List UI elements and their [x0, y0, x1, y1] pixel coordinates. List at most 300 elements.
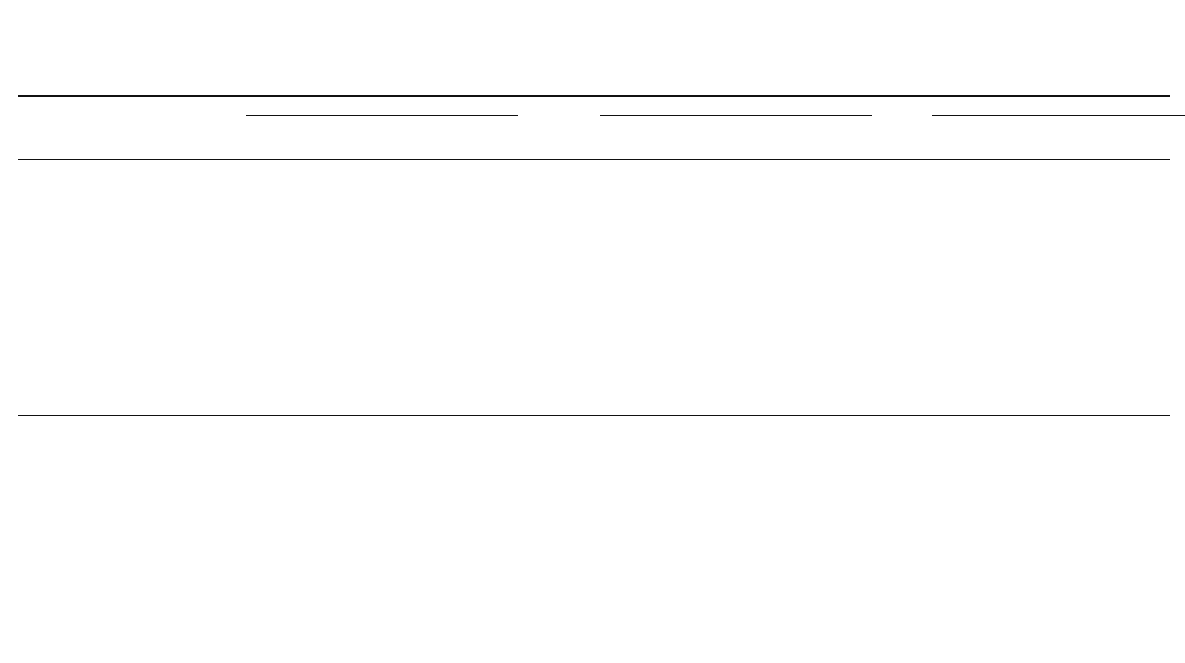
table-row	[18, 349, 1170, 369]
cell-spl	[726, 290, 798, 310]
method-name	[18, 270, 240, 290]
cell-pano	[314, 579, 384, 599]
cell-spl	[726, 211, 798, 231]
cell-rsr	[878, 171, 942, 191]
cell-depth	[384, 310, 456, 330]
group-r2r	[600, 107, 872, 116]
cell-depth	[384, 230, 456, 250]
row-pad	[1084, 349, 1170, 369]
cell-sr	[658, 191, 726, 211]
cell-sr	[658, 539, 726, 559]
cell-ne	[524, 421, 594, 441]
row-pad	[1084, 579, 1170, 599]
cell-ne	[524, 349, 594, 369]
col-rxr-ne	[798, 125, 878, 160]
cell-rne	[798, 579, 878, 599]
cell-ndtw	[1012, 369, 1084, 389]
cell-rne	[798, 171, 878, 191]
cell-srgb	[240, 440, 314, 460]
cell-sr	[658, 421, 726, 441]
table-row	[18, 270, 1170, 290]
cell-os	[594, 270, 658, 290]
cell-pano	[314, 389, 384, 409]
cell-ndtw	[1012, 559, 1084, 579]
method-name	[18, 250, 240, 270]
row-pad	[1084, 369, 1170, 389]
col-os	[594, 125, 658, 160]
cell-sr	[658, 619, 726, 639]
cell-odo	[456, 480, 524, 500]
method-name	[18, 440, 240, 460]
cell-odo	[456, 579, 524, 599]
cell-ne	[524, 270, 594, 290]
cell-odo	[456, 619, 524, 639]
col-ne	[524, 125, 594, 160]
table-row	[18, 250, 1170, 270]
cell-ne	[524, 559, 594, 579]
method-name	[18, 520, 240, 540]
cell-rspl	[942, 500, 1012, 520]
table-row	[18, 579, 1170, 599]
row-pad	[1084, 539, 1170, 559]
cell-depth	[384, 480, 456, 500]
method-name	[18, 460, 240, 480]
cell-rne	[798, 329, 878, 349]
group-rxr	[932, 107, 1185, 116]
cell-pano	[314, 599, 384, 619]
cell-spl	[726, 559, 798, 579]
cell-odo	[456, 250, 524, 270]
cell-rne	[798, 270, 878, 290]
cell-srgb	[240, 211, 314, 231]
cell-rne	[798, 310, 878, 330]
cell-spl	[726, 250, 798, 270]
table-row	[18, 500, 1170, 520]
cell-rsr	[878, 619, 942, 639]
cell-ne	[524, 290, 594, 310]
cell-ndtw	[1012, 290, 1084, 310]
cell-os	[594, 290, 658, 310]
cell-srgb	[240, 460, 314, 480]
cell-spl	[726, 460, 798, 480]
group-observation	[246, 107, 518, 116]
cell-pano	[314, 440, 384, 460]
cell-srgb	[240, 559, 314, 579]
cell-pano	[314, 270, 384, 290]
cell-depth	[384, 579, 456, 599]
cell-srgb	[240, 480, 314, 500]
cell-rspl	[942, 389, 1012, 409]
cell-rspl	[942, 619, 1012, 639]
cell-spl	[726, 520, 798, 540]
cell-rspl	[942, 290, 1012, 310]
cell-pano	[314, 211, 384, 231]
cell-ndtw	[1012, 480, 1084, 500]
cell-ndtw	[1012, 389, 1084, 409]
cell-odo	[456, 599, 524, 619]
cell-os	[594, 579, 658, 599]
cell-sr	[658, 310, 726, 330]
cell-rsr	[878, 369, 942, 389]
cell-rspl	[942, 310, 1012, 330]
cell-os	[594, 211, 658, 231]
cell-os	[594, 310, 658, 330]
cell-os	[594, 230, 658, 250]
cell-depth	[384, 349, 456, 369]
table-row	[18, 559, 1170, 579]
cell-odo	[456, 290, 524, 310]
cell-sr	[658, 480, 726, 500]
cell-spl	[726, 480, 798, 500]
header-group-row	[18, 97, 1170, 125]
results-table	[18, 95, 1170, 638]
cell-depth	[384, 599, 456, 619]
cell-ne	[524, 520, 594, 540]
row-pad	[1084, 191, 1170, 211]
col-pano	[314, 125, 384, 160]
method-name	[18, 191, 240, 211]
cell-rne	[798, 599, 878, 619]
cell-sr	[658, 579, 726, 599]
cell-odo	[456, 460, 524, 480]
row-pad	[1084, 389, 1170, 409]
cell-rsr	[878, 500, 942, 520]
col-rxr-spl	[942, 125, 1012, 160]
table-row	[18, 389, 1170, 409]
row-pad	[1084, 440, 1170, 460]
cell-rsr	[878, 599, 942, 619]
cell-rspl	[942, 211, 1012, 231]
row-pad	[1084, 460, 1170, 480]
cell-spl	[726, 349, 798, 369]
method-name	[18, 559, 240, 579]
cell-spl	[726, 579, 798, 599]
row-pad	[1084, 480, 1170, 500]
method-name	[18, 389, 240, 409]
cell-rspl	[942, 579, 1012, 599]
table-row	[18, 539, 1170, 559]
cell-sr	[658, 460, 726, 480]
cell-sr	[658, 520, 726, 540]
cell-rspl	[942, 191, 1012, 211]
table-row	[18, 290, 1170, 310]
cell-ndtw	[1012, 539, 1084, 559]
cell-odo	[456, 310, 524, 330]
cell-srgb	[240, 191, 314, 211]
cell-ne	[524, 440, 594, 460]
row-pad	[1084, 559, 1170, 579]
cell-depth	[384, 421, 456, 441]
method-name	[18, 480, 240, 500]
cell-pano	[314, 230, 384, 250]
cell-odo	[456, 191, 524, 211]
cell-pano	[314, 349, 384, 369]
cell-sr	[658, 500, 726, 520]
cell-rsr	[878, 389, 942, 409]
cell-pano	[314, 480, 384, 500]
cell-odo	[456, 539, 524, 559]
cell-depth	[384, 171, 456, 191]
method-name	[18, 290, 240, 310]
row-pad	[1084, 619, 1170, 639]
cell-os	[594, 440, 658, 460]
cell-srgb	[240, 421, 314, 441]
cell-odo	[456, 171, 524, 191]
cell-spl	[726, 310, 798, 330]
cell-ndtw	[1012, 500, 1084, 520]
cell-sr	[658, 559, 726, 579]
cell-rsr	[878, 520, 942, 540]
cell-rsr	[878, 230, 942, 250]
cell-spl	[726, 619, 798, 639]
cell-os	[594, 619, 658, 639]
cell-rsr	[878, 191, 942, 211]
cell-sr	[658, 369, 726, 389]
cell-sr	[658, 329, 726, 349]
cell-depth	[384, 619, 456, 639]
cell-sr	[658, 440, 726, 460]
cell-ndtw	[1012, 171, 1084, 191]
cell-odo	[456, 270, 524, 290]
method-name	[18, 171, 240, 191]
cell-sr	[658, 270, 726, 290]
table-row	[18, 480, 1170, 500]
row-pad	[1084, 310, 1170, 330]
cell-os	[594, 329, 658, 349]
table-row	[18, 329, 1170, 349]
cell-ndtw	[1012, 270, 1084, 290]
row-pad	[1084, 270, 1170, 290]
cell-odo	[456, 421, 524, 441]
row-pad	[1084, 171, 1170, 191]
method-name	[18, 599, 240, 619]
cell-rsr	[878, 440, 942, 460]
cell-spl	[726, 539, 798, 559]
cell-pano	[314, 171, 384, 191]
cell-rspl	[942, 250, 1012, 270]
cell-spl	[726, 389, 798, 409]
cell-srgb	[240, 250, 314, 270]
cell-ne	[524, 310, 594, 330]
cell-depth	[384, 290, 456, 310]
cell-depth	[384, 440, 456, 460]
col-srgb	[240, 125, 314, 160]
cell-srgb	[240, 389, 314, 409]
cell-srgb	[240, 310, 314, 330]
method-name	[18, 500, 240, 520]
cell-rne	[798, 191, 878, 211]
cell-odo	[456, 211, 524, 231]
cell-rsr	[878, 460, 942, 480]
cell-rne	[798, 539, 878, 559]
cell-rspl	[942, 369, 1012, 389]
cell-rne	[798, 460, 878, 480]
cell-odo	[456, 559, 524, 579]
row-pad	[1084, 421, 1170, 441]
cell-rspl	[942, 520, 1012, 540]
cell-rspl	[942, 539, 1012, 559]
method-name	[18, 211, 240, 231]
cell-rsr	[878, 290, 942, 310]
cell-spl	[726, 191, 798, 211]
cell-ne	[524, 211, 594, 231]
cell-pano	[314, 369, 384, 389]
cell-os	[594, 250, 658, 270]
table-row	[18, 440, 1170, 460]
cell-spl	[726, 270, 798, 290]
cell-rne	[798, 619, 878, 639]
cell-srgb	[240, 539, 314, 559]
row-pad	[1084, 500, 1170, 520]
cell-pano	[314, 250, 384, 270]
cell-rspl	[942, 440, 1012, 460]
cell-odo	[456, 349, 524, 369]
method-name	[18, 349, 240, 369]
cell-rsr	[878, 270, 942, 290]
cell-pano	[314, 539, 384, 559]
cell-sr	[658, 290, 726, 310]
cell-sr	[658, 211, 726, 231]
cell-rsr	[878, 579, 942, 599]
table-row	[18, 369, 1170, 389]
cell-ndtw	[1012, 619, 1084, 639]
row-pad	[1084, 211, 1170, 231]
cell-sr	[658, 389, 726, 409]
cell-rsr	[878, 310, 942, 330]
cell-pano	[314, 520, 384, 540]
table-row	[18, 230, 1170, 250]
cell-rsr	[878, 329, 942, 349]
cell-pano	[314, 500, 384, 520]
col-odo	[456, 125, 524, 160]
row-pad	[1084, 290, 1170, 310]
cell-spl	[726, 369, 798, 389]
cell-ne	[524, 539, 594, 559]
cell-ndtw	[1012, 349, 1084, 369]
cell-ne	[524, 369, 594, 389]
method-name	[18, 539, 240, 559]
cell-srgb	[240, 520, 314, 540]
method-name	[18, 619, 240, 639]
cell-ne	[524, 389, 594, 409]
cell-rsr	[878, 211, 942, 231]
cell-odo	[456, 520, 524, 540]
cell-pano	[314, 191, 384, 211]
cell-srgb	[240, 329, 314, 349]
cell-rne	[798, 250, 878, 270]
method-name	[18, 329, 240, 349]
cell-spl	[726, 230, 798, 250]
col-rxr-sr	[878, 125, 942, 160]
method-name	[18, 369, 240, 389]
cell-spl	[726, 440, 798, 460]
method-name	[18, 421, 240, 441]
method-name	[18, 310, 240, 330]
cell-rspl	[942, 480, 1012, 500]
cell-sr	[658, 599, 726, 619]
cell-os	[594, 539, 658, 559]
cell-depth	[384, 329, 456, 349]
cell-os	[594, 599, 658, 619]
cell-depth	[384, 500, 456, 520]
cell-rsr	[878, 539, 942, 559]
cell-rspl	[942, 171, 1012, 191]
cell-rsr	[878, 349, 942, 369]
cell-spl	[726, 500, 798, 520]
cell-rne	[798, 290, 878, 310]
cell-rspl	[942, 349, 1012, 369]
cell-os	[594, 369, 658, 389]
cell-pano	[314, 290, 384, 310]
cell-os	[594, 480, 658, 500]
cell-ne	[524, 500, 594, 520]
cell-odo	[456, 389, 524, 409]
cell-rspl	[942, 559, 1012, 579]
method-name	[18, 230, 240, 250]
cell-pano	[314, 559, 384, 579]
cell-depth	[384, 539, 456, 559]
cell-srgb	[240, 500, 314, 520]
cell-os	[594, 421, 658, 441]
cell-ne	[524, 599, 594, 619]
cell-depth	[384, 559, 456, 579]
cell-pano	[314, 310, 384, 330]
table-row	[18, 460, 1170, 480]
cell-ndtw	[1012, 191, 1084, 211]
cell-rne	[798, 480, 878, 500]
cell-pano	[314, 460, 384, 480]
cell-rspl	[942, 270, 1012, 290]
col-sr	[658, 125, 726, 160]
header-column-row	[18, 125, 1170, 160]
cell-srgb	[240, 290, 314, 310]
cell-os	[594, 171, 658, 191]
cell-odo	[456, 440, 524, 460]
table-row	[18, 619, 1170, 639]
row-pad	[1084, 599, 1170, 619]
table-row	[18, 599, 1170, 619]
cell-ndtw	[1012, 599, 1084, 619]
cell-depth	[384, 460, 456, 480]
cell-rsr	[878, 250, 942, 270]
cell-ndtw	[1012, 211, 1084, 231]
cell-rne	[798, 421, 878, 441]
cell-ndtw	[1012, 520, 1084, 540]
table-row	[18, 421, 1170, 441]
cell-ndtw	[1012, 460, 1084, 480]
cell-rne	[798, 389, 878, 409]
cell-ne	[524, 579, 594, 599]
cell-rne	[798, 559, 878, 579]
row-pad	[1084, 329, 1170, 349]
cell-ne	[524, 329, 594, 349]
cell-depth	[384, 369, 456, 389]
col-spl	[726, 125, 798, 160]
cell-srgb	[240, 579, 314, 599]
cell-ndtw	[1012, 440, 1084, 460]
row-pad	[1084, 520, 1170, 540]
cell-os	[594, 500, 658, 520]
cell-pano	[314, 421, 384, 441]
cell-pano	[314, 329, 384, 349]
cell-depth	[384, 270, 456, 290]
cell-srgb	[240, 270, 314, 290]
table-row	[18, 310, 1170, 330]
cell-ndtw	[1012, 250, 1084, 270]
cell-depth	[384, 520, 456, 540]
cell-depth	[384, 191, 456, 211]
cell-srgb	[240, 230, 314, 250]
